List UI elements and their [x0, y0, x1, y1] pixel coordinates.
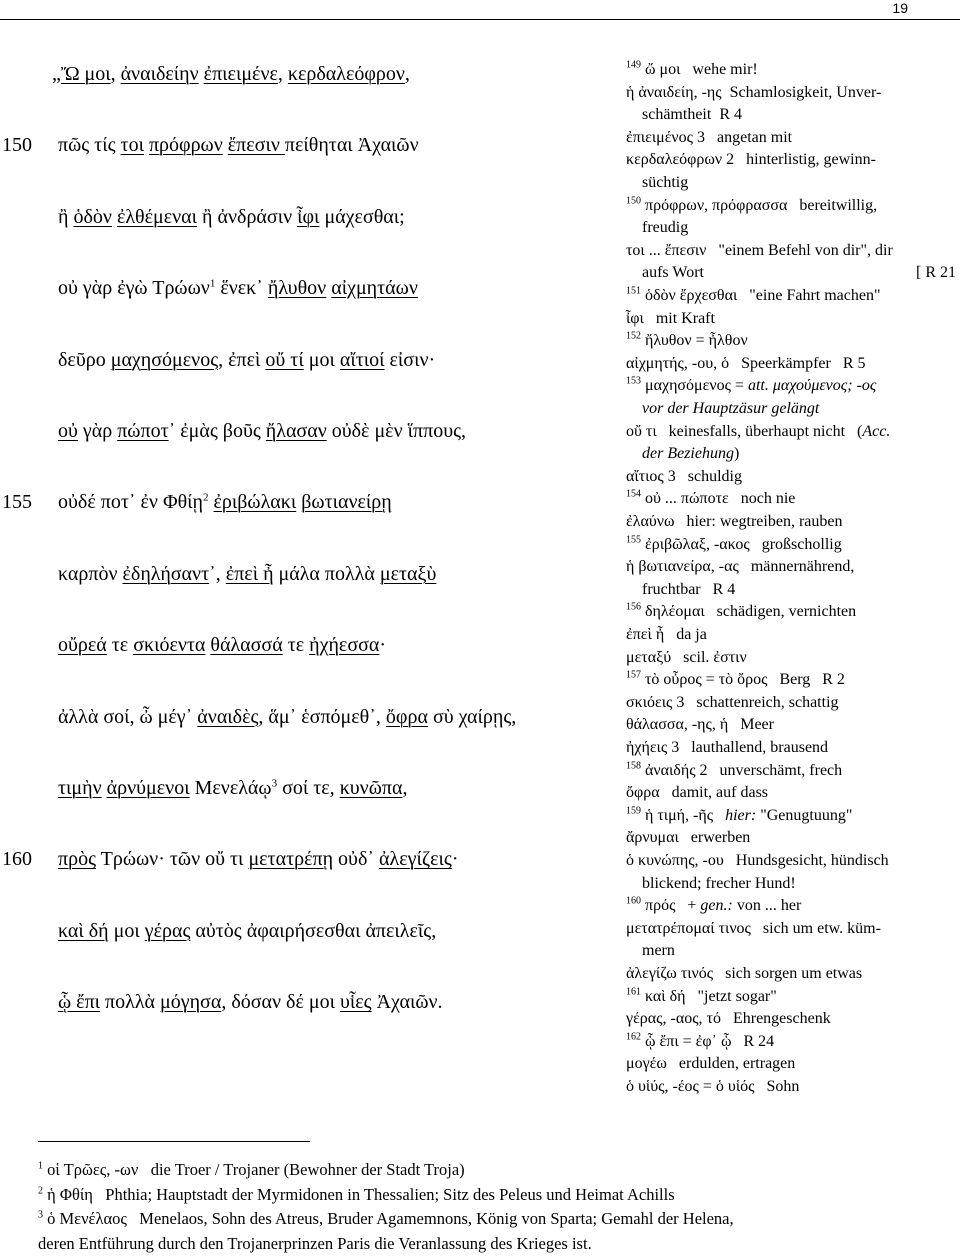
verse-line-number: 160: [2, 848, 32, 871]
verse-line: [0, 123, 620, 167]
verse-line: [0, 623, 620, 667]
verse-text: πῶς τίς τοι πρόφρων ἔπεσιν πείθηται Ἀχαιῶν: [58, 134, 419, 157]
vocab-entry: μετατρέπομαί τινος sich um etw. küm-: [626, 919, 881, 937]
vocab-entry: aufs Wort [ R 21: [642, 264, 956, 282]
verse-line: [0, 480, 620, 524]
vocab-entry: freudig: [642, 219, 689, 237]
vocab-entry: $^{150}$ πρόφρων, πρόφρασσα bereitwillig,: [626, 195, 878, 214]
vocabulary-column: [626, 59, 960, 1109]
footnote: deren Entführung durch den Trojanerprinzen Paris die Veranlassung des Krieges ist.: [38, 1233, 592, 1253]
vocab-entry: $^{151}$ ὁδὸν ἔρχεσθαι "eine Fahrt machen": [626, 285, 881, 304]
vocab-entry: ἡ ἀναιδείη, -ης Schamlosigkeit, Unver-: [626, 83, 882, 101]
vocab-entry: ἠχήεις 3 lauthallend, brausend: [626, 739, 829, 756]
vocab-entry: schämtheit R 4: [642, 106, 742, 124]
vocab-entry: $^{157}$ τὸ οὖρος = τὸ ὄρος Berg R 2: [626, 669, 845, 689]
footnote-rule: [38, 1141, 310, 1142]
verse-text: καρπὸν ἐδηλήσαντ᾽, ἐπεὶ ἦ μάλα πολλὰ μεταξὺ: [58, 562, 437, 585]
vocab-entry: ἐπιειμένος 3 angetan mit: [626, 128, 793, 146]
verse-line: [0, 837, 620, 881]
vocab-entry: ἡ βωτιανείρα, -ας männernährend,: [626, 558, 855, 576]
verse-line: [0, 695, 620, 739]
verse-line: [0, 266, 620, 310]
vocab-entry: $^{158}$ ἀναιδής 2 unverschämt, frech: [626, 760, 843, 779]
verse-line-number: 155: [2, 491, 32, 514]
vocab-entry: ὁ υἱύς, -έος = ὁ υἱός Sohn: [626, 1078, 800, 1095]
verse-text: πρὸς Τρώων· τῶν οὔ τι μετατρέπῃ οὐδ᾽ ἀλεγίζεις·: [58, 848, 459, 871]
vocab-entry: $^{155}$ ἐριβῶλαξ, -ακος großschollig: [626, 534, 842, 553]
vocab-entry: ἀλεγίζω τινός sich sorgen um etwas: [626, 965, 863, 982]
verse-text: ᾧ ἔπι πολλὰ μόγησα, δόσαν δέ μοι υἷες Ἀχαιῶν.: [58, 991, 443, 1014]
vocab-entry: οὔ τι keinesfalls, überhaupt nicht (Acc.: [626, 422, 891, 440]
vocab-entry: κερδαλεόφρων 2 hinterlistig, gewinn-: [626, 151, 876, 169]
vocab-entry: süchtig: [642, 174, 689, 191]
vocab-entry: $^{159}$ ἡ τιμή, -ῆς hier: "Genugtuung": [626, 805, 853, 824]
vocab-entry: ἄρνυμαι erwerben: [626, 829, 751, 847]
vocab-entry: τοι ... ἔπεσιν "einem Befehl von dir", dir: [626, 241, 893, 259]
vocab-entry: mern: [642, 942, 675, 960]
verse-line: [0, 766, 620, 810]
vocab-entry: $^{162}$ ᾧ ἔπι = ἐφ᾽ ᾧ R 24: [626, 1031, 775, 1050]
vocab-entry: $^{149}$ ὤ μοι wehe mir!: [626, 59, 758, 78]
greek-verse-text: [0, 52, 620, 1042]
vocab-entry: μεταξύ scil. ἐστιν: [626, 648, 747, 666]
vocab-entry: ὁ κυνώπης, -ου Hundsgesicht, hündisch: [626, 852, 889, 869]
verse-line-number: 150: [2, 134, 32, 157]
verse-text: οὔρεά τε σκιόεντα θάλασσά τε ἠχήεσσα·: [58, 634, 387, 657]
verse-text: „Ὤ μοι, ἀναιδείην ἐπιειμένε, κερδαλεόφρον,: [52, 63, 410, 85]
vocab-entry: $^{152}$ ἤλυθον = ἦλθον: [626, 330, 748, 350]
footnote: $^3$ ὁ Μενέλαος Menelaos, Sohn des Atreus, Bruder Agamemnons, König von Sparta; Gemahl der Helena,: [38, 1209, 734, 1228]
verse-line: [0, 409, 620, 453]
verse-text: δεῦρο μαχησόμενος, ἐπεὶ οὔ τί μοι αἴτιοί εἰσιν·: [58, 348, 436, 371]
vocab-entry: ὄφρα damit, auf dass: [626, 784, 769, 802]
verse-line: [0, 980, 620, 1024]
vocab-entry: θάλασσα, -ης, ἡ Meer: [626, 716, 774, 734]
footnote: $^2$ ἡ Φθίη Phthia; Hauptstadt der Myrmidonen in Thessalien; Sitz des Peleus und Heimat Achills: [38, 1184, 675, 1204]
header-rule: [0, 19, 960, 20]
vocab-entry: γέρας, -αος, τό Ehrengeschenk: [626, 1010, 831, 1028]
verse-text: ἀλλὰ σοί, ὦ μέγ᾽ ἀναιδὲς, ἅμ᾽ ἑσπόμεθ᾽, ὄφρα σὺ χαίρῃς,: [58, 705, 517, 728]
vocab-entry: ἶφι mit Kraft: [626, 309, 715, 327]
vocab-entry: σκιόεις 3 schattenreich, schattig: [626, 693, 839, 711]
verse-text: τιμὴν ἀρνύμενοι Μενελάῳ$^3$ σοί τε, κυνῶπα,: [58, 777, 408, 799]
verse-text: ἢ ὁδὸν ἐλθέμεναι ἢ ἀνδράσιν ἶφι μάχεσθαι;: [58, 205, 405, 228]
page-number: 19: [892, 0, 908, 16]
verse-text: καὶ δή μοι γέρας αὐτὸς ἀφαιρήσεσθαι ἀπειλεῖς,: [58, 919, 437, 942]
vocab-entry: der Beziehung): [642, 445, 740, 463]
vocab-entry: $^{153}$ μαχησόμενος = att. μαχούμενος; -ος: [626, 376, 877, 395]
vocab-entry: $^{156}$ δηλέομαι schädigen, vernichten: [626, 602, 857, 621]
verse-text: οὐ γὰρ ἐγὼ Τρώων$^1$ ἕνεκ᾽ ἤλυθον αἰχμητάων: [58, 277, 418, 300]
verse-line: [0, 52, 620, 96]
verse-line: [0, 552, 620, 596]
vocab-entry: $^{160}$ πρός + gen.: von ... her: [626, 895, 802, 915]
verse-text: οὐδέ ποτ᾽ ἐν Φθίῃ$^2$ ἐριβώλακι βωτιανείρῃ: [58, 491, 392, 514]
verse-line: [0, 195, 620, 239]
footnote: $^1$ οἱ Τρῶες, -ων die Troer / Trojaner (Bewohner der Stadt Troja): [38, 1160, 465, 1179]
vocab-entry: vor der Hauptzäsur gelängt: [642, 400, 820, 417]
vocab-entry: fruchtbar R 4: [642, 580, 736, 598]
verse-line: [0, 909, 620, 953]
vocab-entry: αἴτιος 3 schuldig: [626, 467, 742, 485]
vocab-entry: blickend; frecher Hund!: [642, 874, 796, 892]
vocab-entry: ἐλαύνω hier: wegtreiben, rauben: [626, 513, 843, 530]
verse-text: οὐ γὰρ πώποτ᾽ ἐμὰς βοῦς ἤλασαν οὐδὲ μὲν ἵππους,: [58, 420, 467, 442]
verse-line: [0, 338, 620, 382]
vocab-entry: μογέω erdulden, ertragen: [626, 1055, 796, 1073]
vocab-entry: ἐπεὶ ἦ da ja: [626, 626, 707, 643]
vocab-entry: $^{154}$ οὐ ... πώποτε noch nie: [626, 489, 796, 508]
vocab-entry: $^{161}$ καὶ δή "jetzt sogar": [626, 986, 777, 1005]
vocab-entry: αἰχμητής, -ου, ὁ Speerkämpfer R 5: [626, 354, 866, 372]
